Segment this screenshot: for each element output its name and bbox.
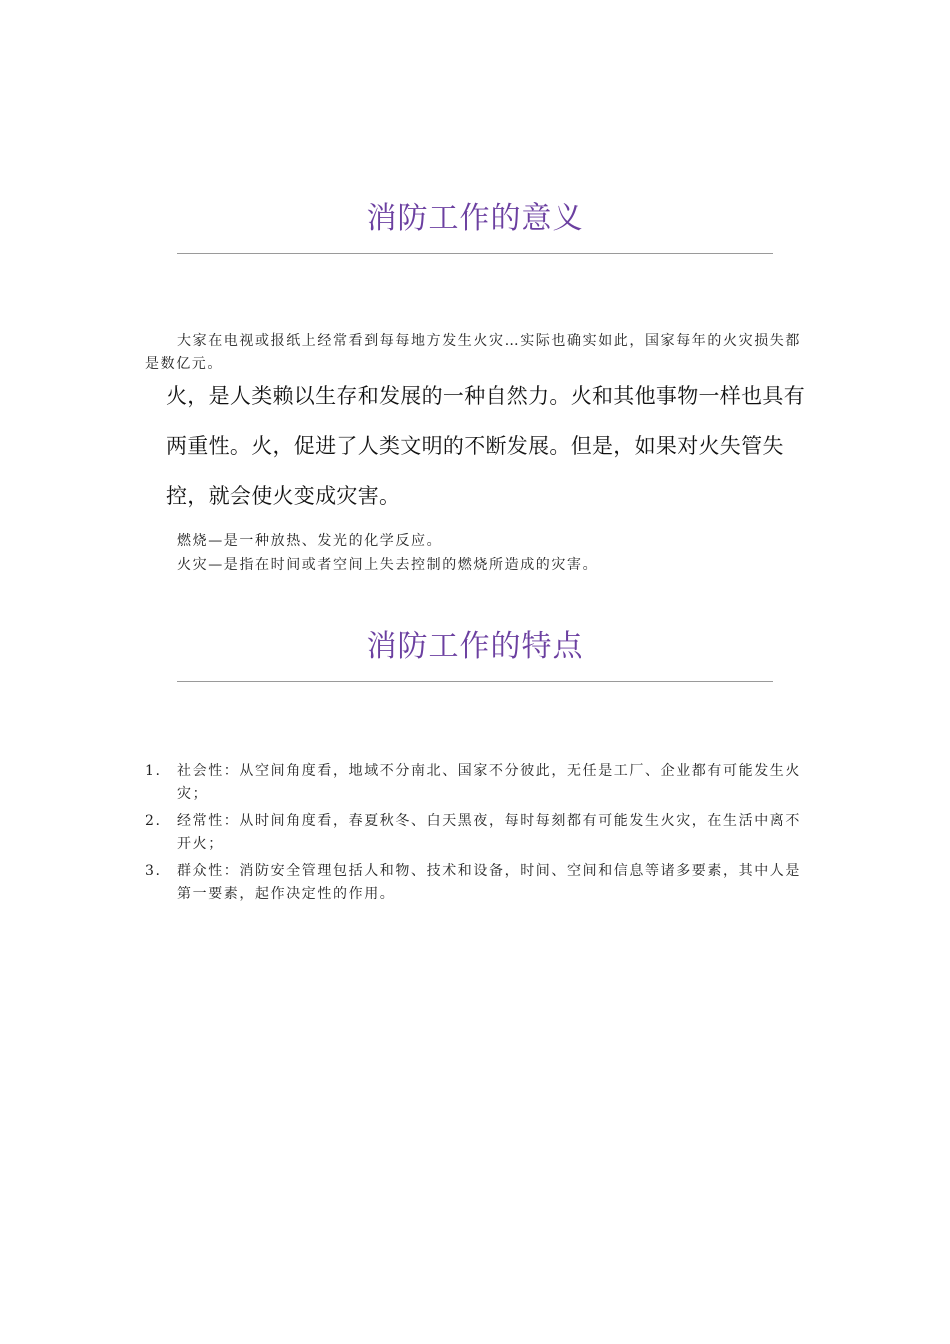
list-item-number: 3. xyxy=(145,863,162,879)
title-divider xyxy=(177,253,773,254)
definitions-block xyxy=(177,529,797,577)
intro-paragraph: 大家在电视或报纸上经常看到每每地方发生火灾…实际也确实如此，国家每年的火灾损失都是数亿元。 xyxy=(145,333,801,372)
list-item-number: 1. xyxy=(145,763,162,779)
definition-combustion: 燃烧—是一种放热、发光的化学反应。 xyxy=(177,533,443,549)
title-divider xyxy=(177,681,773,682)
list-item xyxy=(145,760,807,806)
characteristics-list xyxy=(145,760,807,910)
section-title-characteristics: 消防工作的特点 xyxy=(366,629,584,664)
list-item xyxy=(145,860,807,906)
section-title-meaning: 消防工作的意义 xyxy=(366,201,584,236)
fire-duality-paragraph: 火，是人类赖以生存和发展的一种自然力。火和其他事物一样也具有两重性。火，促进了人类文明的不断发展。但是，如果对火失管失控，就会使火变成灾害。 xyxy=(166,384,805,508)
list-item-text: 经常性：从时间角度看，春夏秋冬、白天黑夜，每时每刻都有可能发生火灾，在生活中离不开火； xyxy=(177,813,801,852)
list-item-number: 2. xyxy=(145,813,162,829)
list-item-text: 社会性：从空间角度看，地域不分南北、国家不分彼此，无任是工厂、企业都有可能发生火灾； xyxy=(177,763,801,802)
list-item-text: 群众性：消防安全管理包括人和物、技术和设备，时间、空间和信息等诸多要素，其中人是第一要素，起作决定性的作用。 xyxy=(177,863,801,902)
definition-fire-disaster: 火灾—是指在时间或者空间上失去控制的燃烧所造成的灾害。 xyxy=(177,557,599,573)
list-item xyxy=(145,810,807,856)
